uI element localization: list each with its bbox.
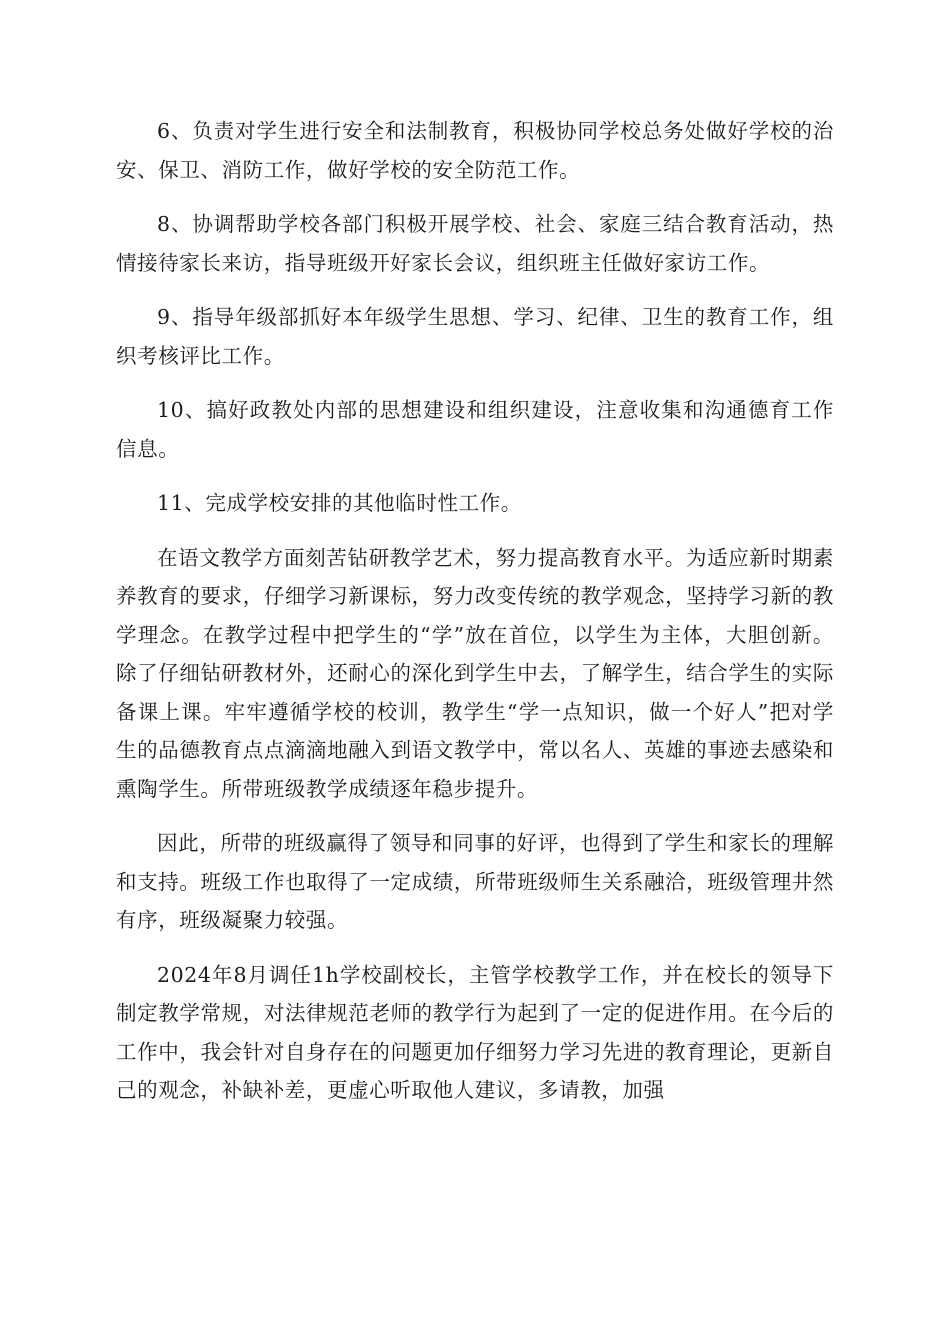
paragraph-item-10: 10、搞好政教处内部的思想建设和组织建设，注意收集和沟通德育工作信息。 bbox=[116, 398, 834, 461]
paragraph-teaching: 在语文教学方面刻苦钻研教学艺术，努力提高教育水平。为适应新时期素养教育的要求，仔细学习新课标，努力改变传统的教学观念，坚持学习新的教学理念。在教学过程中把学生的“学”放在首位，以学生为主体，大胆创新。除了仔细钻研教材外，还耐心的深化到学生中去，了解学生，结合学生的实际备课上课。牢牢遵循学校的校训，教学生“学一点知识，做一个好人”把对学生的品德教育点点滴滴地融入到语文教学中，常以名人、英雄的事迹去感染和熏陶学生。所带班级教学成绩逐年稳步提升。 bbox=[116, 545, 834, 801]
paragraph-item-6: 6、负责对学生进行安全和法制教育，积极协同学校总务处做好学校的治安、保卫、消防工作，做好学校的安全防范工作。 bbox=[116, 119, 834, 182]
paragraph-appointment: 2024年8月调任1h学校副校长，主管学校教学工作，并在校长的领导下制定教学常规，对法律规范老师的教学行为起到了一定的促进作用。在今后的工作中，我会针对自身存在的问题更加仔细努力学习先进的教育理论，更新自己的观念，补缺补差，更虚心听取他人建议，多请教，加强 bbox=[116, 962, 834, 1102]
paragraph-item-11: 11、完成学校安排的其他临时性工作。 bbox=[157, 491, 522, 515]
paragraph-results: 因此，所带的班级赢得了领导和同事的好评，也得到了学生和家长的理解和支持。班级工作也取得了一定成绩，所带班级师生关系融洽，班级管理井然有序，班级凝聚力较强。 bbox=[116, 831, 834, 932]
paragraph-item-9: 9、指导年级部抓好本年级学生思想、学习、纪律、卫生的教育工作，组织考核评比工作。 bbox=[116, 305, 834, 368]
paragraph-item-8: 8、协调帮助学校各部门积极开展学校、社会、家庭三结合教育活动，热情接待家长来访，指导班级开好家长会议，组织班主任做好家访工作。 bbox=[116, 212, 834, 275]
